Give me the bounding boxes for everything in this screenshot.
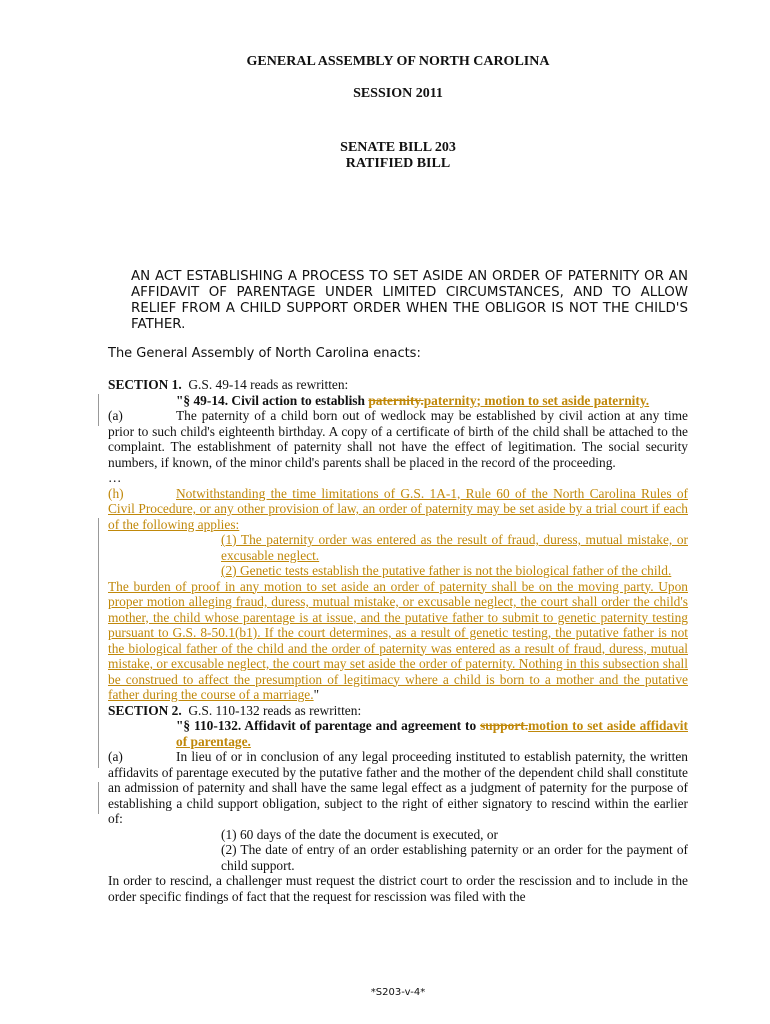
paragraph-a bbox=[108, 749, 688, 827]
change-bar bbox=[98, 394, 99, 426]
section-label: SECTION 1. bbox=[108, 377, 182, 392]
section-1-heading bbox=[108, 393, 688, 409]
heading-text: "§ 110-132. Affidavit of parentage and agreement to bbox=[176, 718, 477, 733]
subitem-h1: (1) The paternity order was entered as the result of fraud, duress, mutual mistake, or excusable neglect. bbox=[221, 532, 688, 563]
deleted-text: paternity. bbox=[368, 392, 424, 408]
paragraph-a bbox=[108, 408, 688, 470]
paragraph-label: (a) bbox=[108, 749, 123, 764]
ellipsis: … bbox=[108, 470, 122, 485]
section-1-intro bbox=[108, 377, 688, 393]
subitem-h2: (2) Genetic tests establish the putative father is not the biological father of the child. bbox=[221, 563, 672, 578]
inserted-text: The burden of proof in any motion to set aside an order of paternity shall be on the moving party. Upon proper motion alleging fraud, duress, mutual mistake, or excusable neglect, the court shall order the child's mother, the child whose parentage is at issue, and the putative father to submit to genetic paternity testing pursuant to G.S. 8-50.1(b1). If the court determines, as a result of genetic testing, the putative father is not the biological father of the child and the order of paternity was entered as a result of fraud, duress, mutual mistake, or excusable neglect, the court may set aside the order of paternity. Nothing in this subsection shall be construed to affect the presumption of legitimacy where a child is born to a mother and the putative father during the course of a marriage. bbox=[108, 578, 688, 702]
list-item-1: (1) 60 days of the date the document is executed, or bbox=[221, 826, 499, 842]
paragraph-text: Notwithstanding the time limitations of G.S. 1A-1, Rule 60 of the North Carolina Rules of Civil Procedure, or any other provision of law, an order of paternity may be set aside by a trial court if each of the following applies: bbox=[108, 485, 688, 532]
heading-text: "§ 49-14. Civil action to establish bbox=[176, 392, 365, 408]
paragraph-h bbox=[108, 486, 688, 533]
bill-number: SENATE BILL 203 bbox=[340, 140, 456, 155]
burden-paragraph bbox=[108, 579, 688, 703]
section-2-heading bbox=[108, 718, 688, 749]
section-2-intro bbox=[108, 703, 688, 719]
deleted-text: support. bbox=[480, 718, 529, 733]
bill-body bbox=[108, 377, 688, 904]
change-bar bbox=[98, 782, 99, 814]
session-heading: SESSION 2011 bbox=[353, 86, 443, 101]
section-intro-text: G.S. 110-132 reads as rewritten: bbox=[188, 702, 362, 718]
enacting-clause: The General Assembly of North Carolina enacts: bbox=[108, 346, 421, 361]
section-intro-text: G.S. 49-14 reads as rewritten: bbox=[188, 377, 349, 392]
list-item-2: (2) The date of entry of an order establishing paternity or an order for the payment of child support. bbox=[221, 842, 688, 873]
inserted-text: paternity; motion to set aside paternity. bbox=[423, 392, 650, 408]
section-label: SECTION 2. bbox=[108, 702, 182, 718]
bill-type: RATIFIED BILL bbox=[345, 156, 451, 171]
paragraph-label: (a) bbox=[108, 408, 123, 423]
document-footer-id: *S203-v-4* bbox=[370, 987, 426, 998]
change-bar bbox=[98, 518, 99, 768]
rescind-paragraph: In order to rescind, a challenger must request the district court to order the rescission and to include in the order specific findings of fact that the request for rescission was filed with the bbox=[108, 873, 688, 904]
paragraph-text: In lieu of or in conclusion of any legal proceeding instituted to establish paternity, the written affidavits of parentage executed by the putative father and the mother of the dependent child shall constitute an admission of paternity and shall have the same legal effect as a judgment of paternity for the purpose of establishing a child support obligation, subject to the right of either signatory to rescind within the earlier of: bbox=[108, 749, 688, 826]
assembly-heading: GENERAL ASSEMBLY OF NORTH CAROLINA bbox=[246, 54, 550, 69]
closing-quote: " bbox=[313, 687, 320, 702]
bill-heading bbox=[0, 140, 770, 172]
inserted-text: motion to set aside affidavit of parentage. bbox=[176, 718, 688, 749]
paragraph-label: (h) bbox=[108, 485, 124, 501]
act-title: AN ACT ESTABLISHING A PROCESS TO SET ASIDE AN ORDER OF PATERNITY OR AN AFFIDAVIT OF PARENTAGE UNDER LIMITED CIRCUMSTANCES, AND TO ALLOW RELIEF FROM A CHILD SUPPORT ORDER WHEN THE OBLIGOR IS NOT THE CHILD'S FATHER. bbox=[131, 269, 688, 332]
paragraph-text: The paternity of a child born out of wedlock may be established by civil action at any time prior to such child's eighteenth birthday. A copy of a certificate of birth of the child shall be attached to the complaint. The establishment of paternity shall not have the effect of legitimation. The social security numbers, if known, of the minor child's parents shall be placed in the record of the proceeding. bbox=[108, 408, 688, 470]
